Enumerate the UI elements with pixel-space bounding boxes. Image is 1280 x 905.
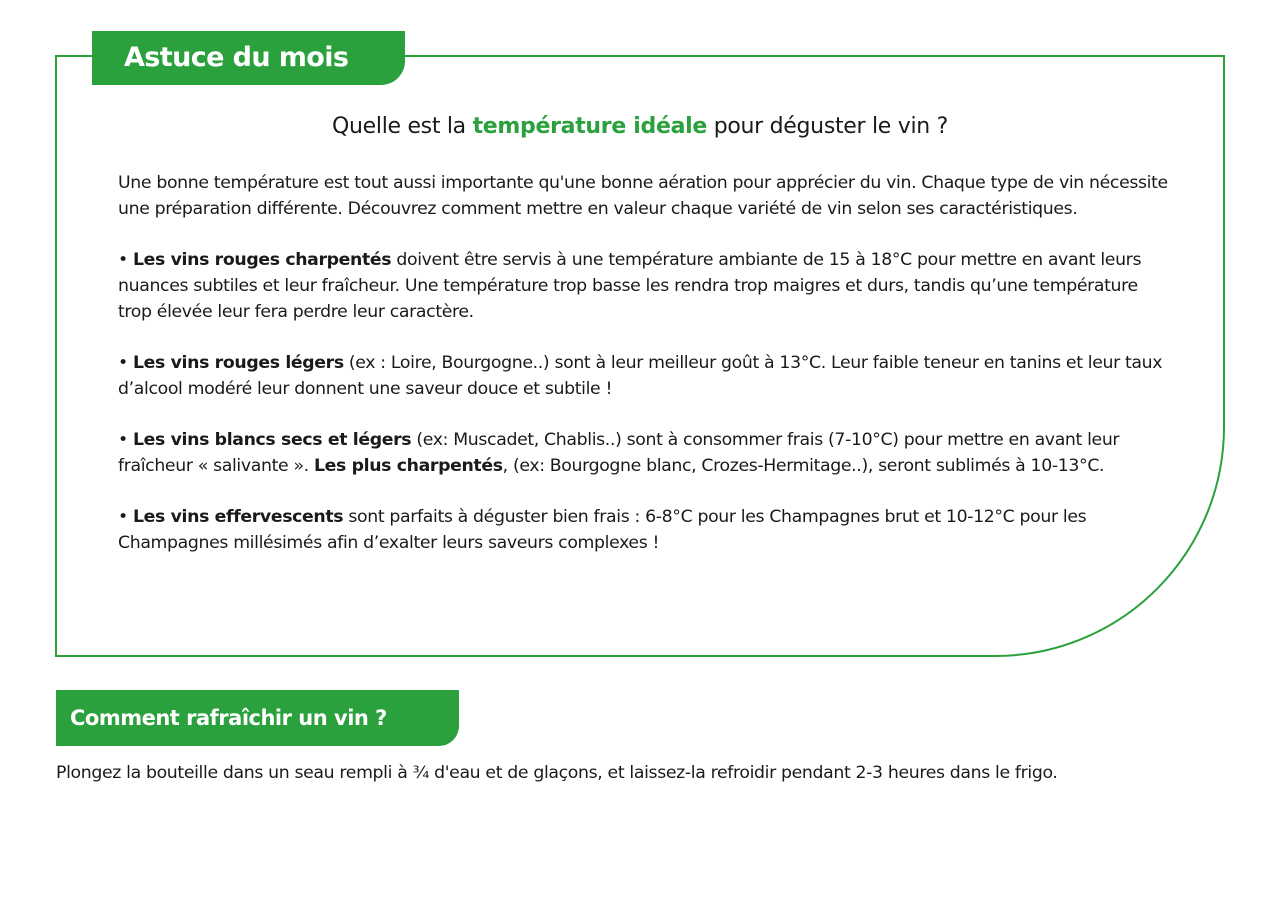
tip-item-red-light <box>118 350 1168 402</box>
question-highlight: température idéale <box>472 114 708 139</box>
howto-badge: Comment rafraîchir un vin ? <box>56 690 459 746</box>
item-text: (ex : Loire, Bourgogne..) sont à leur meilleur goût à 13°C. Leur faible teneur en tanins et leur taux d’alcool modéré leur donnent une saveur douce et subtile ! <box>118 353 1163 399</box>
item-title: Les vins rouges légers <box>133 353 344 373</box>
tip-badge: Astuce du mois <box>92 31 405 85</box>
tip-item-red-full-bodied <box>118 247 1168 325</box>
item-text: doivent être servis à une température ambiante de 15 à 18°C pour mettre en avant leurs nuances subtiles et leur fraîcheur. Une température trop basse les rendra trop maigres et durs, tandis qu’une température trop élevée leur fera perdre leur caractère. <box>118 250 1142 322</box>
question-before: Quelle est la <box>332 114 473 139</box>
item-title: Les vins effervescents <box>133 507 344 527</box>
item-text-2: , (ex: Bourgogne blanc, Crozes-Hermitage..), seront sublimés à 10-13°C. <box>502 456 1105 476</box>
bullet: • <box>118 250 133 270</box>
tip-body <box>118 170 1168 581</box>
item-title: Les vins blancs secs et légers <box>133 430 412 450</box>
item-title: Les vins rouges charpentés <box>133 250 392 270</box>
bullet: • <box>118 430 133 450</box>
item-text: sont parfaits à déguster bien frais : 6-8°C pour les Champagnes brut et 10-12°C pour les Champagnes millésimés afin d’exalter leurs saveurs complexes ! <box>118 507 1087 553</box>
tip-intro: Une bonne température est tout aussi importante qu'une bonne aération pour apprécier du vin. Chaque type de vin nécessite une préparation différente. Découvrez comment mettre en valeur chaque variété de vin selon ses caractéristiques. <box>118 173 1168 219</box>
tip-question <box>0 112 1280 142</box>
howto-text: Plongez la bouteille dans un seau rempli à ¾ d'eau et de glaçons, et laissez-la refroidir pendant 2-3 heures dans le frigo. <box>56 763 1058 783</box>
item-text: (ex: Muscadet, Chablis..) sont à consommer frais (7-10°C) pour mettre en avant leur fraîcheur « salivante ». <box>118 430 1120 476</box>
bullet: • <box>118 507 133 527</box>
question-after: pour déguster le vin ? <box>707 114 948 139</box>
tip-item-sparkling <box>118 504 1168 556</box>
item-subtitle: Les plus charpentés <box>313 456 503 476</box>
bullet: • <box>118 353 133 373</box>
tip-item-white <box>118 427 1168 479</box>
